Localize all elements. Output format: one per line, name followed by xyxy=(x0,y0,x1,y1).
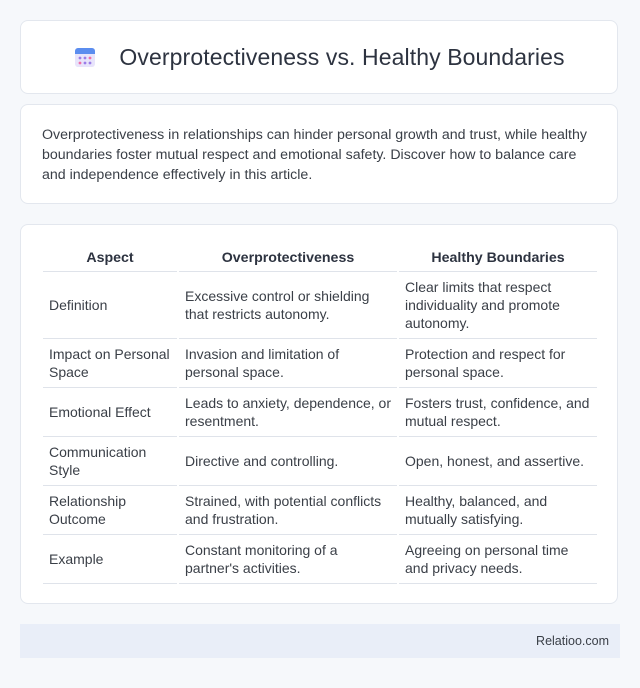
table-row xyxy=(43,486,597,535)
row-overprotectiveness: Constant monitoring of a partner's activities. xyxy=(179,535,397,584)
row-overprotectiveness: Leads to anxiety, dependence, or resentment. xyxy=(179,388,397,437)
row-healthy-boundaries: Fosters trust, confidence, and mutual respect. xyxy=(399,388,597,437)
row-aspect: Impact on Personal Space xyxy=(43,339,177,388)
row-overprotectiveness: Directive and controlling. xyxy=(179,437,397,486)
page-title: Overprotectiveness vs. Healthy Boundaries xyxy=(119,43,565,70)
calendar-icon xyxy=(73,45,97,69)
footer xyxy=(20,624,620,658)
column-header-healthy-boundaries: Healthy Boundaries xyxy=(399,245,597,272)
row-aspect: Definition xyxy=(43,272,177,339)
row-healthy-boundaries: Healthy, balanced, and mutually satisfying. xyxy=(399,486,597,535)
row-aspect: Communication Style xyxy=(43,437,177,486)
intro-paragraph: Overprotectiveness in relationships can hinder personal growth and trust, while healthy boundaries foster mutual respect and emotional safety. Discover how to balance care and independence effectively in this article. xyxy=(42,127,587,183)
column-header-aspect: Aspect xyxy=(43,245,177,272)
table-row xyxy=(43,437,597,486)
intro-card xyxy=(20,104,618,204)
comparison-card xyxy=(20,224,618,604)
table-header-row xyxy=(43,245,597,272)
column-header-overprotectiveness: Overprotectiveness xyxy=(179,245,397,272)
table-row xyxy=(43,272,597,339)
row-overprotectiveness: Excessive control or shielding that restricts autonomy. xyxy=(179,272,397,339)
table-row xyxy=(43,388,597,437)
row-aspect: Relationship Outcome xyxy=(43,486,177,535)
table-row xyxy=(43,535,597,584)
row-healthy-boundaries: Clear limits that respect individuality and promote autonomy. xyxy=(399,272,597,339)
row-healthy-boundaries: Protection and respect for personal space. xyxy=(399,339,597,388)
title-card xyxy=(20,20,618,94)
row-aspect: Emotional Effect xyxy=(43,388,177,437)
row-healthy-boundaries: Open, honest, and assertive. xyxy=(399,437,597,486)
row-overprotectiveness: Invasion and limitation of personal space. xyxy=(179,339,397,388)
comparison-table xyxy=(41,245,599,584)
row-overprotectiveness: Strained, with potential conflicts and frustration. xyxy=(179,486,397,535)
table-row xyxy=(43,339,597,388)
row-healthy-boundaries: Agreeing on personal time and privacy needs. xyxy=(399,535,597,584)
row-aspect: Example xyxy=(43,535,177,584)
footer-site-link[interactable]: Relatioo.com xyxy=(536,634,609,648)
